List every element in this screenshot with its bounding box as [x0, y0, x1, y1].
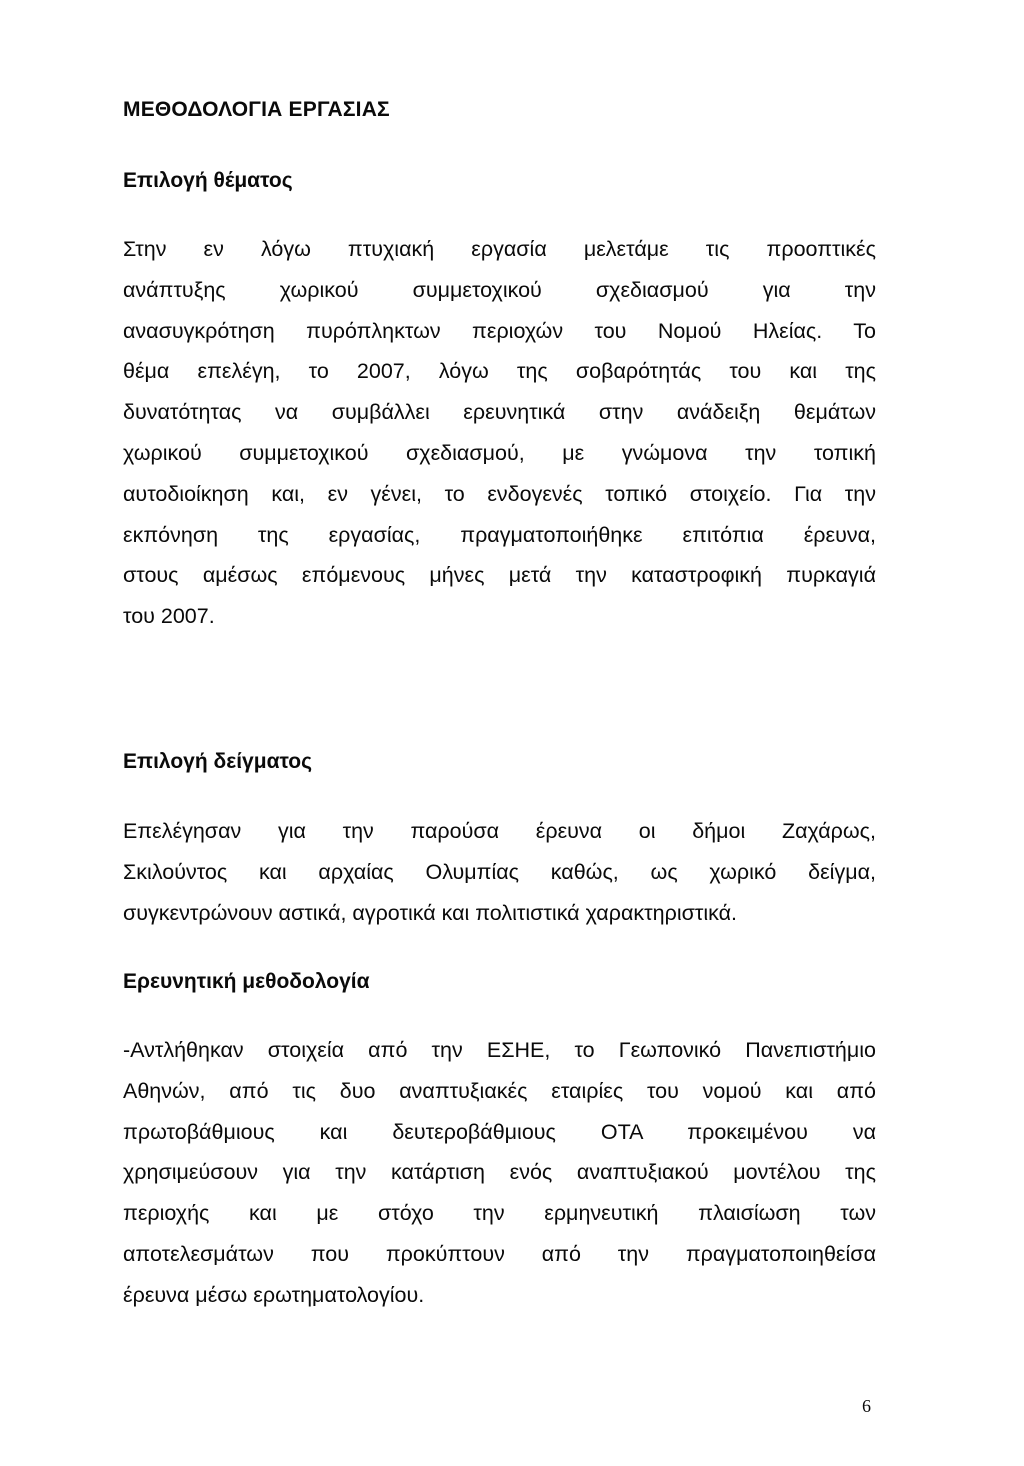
section-heading-sample-selection: Επιλογή δείγματος — [123, 750, 313, 773]
section-heading-topic-selection: Επιλογή θέματος — [123, 169, 293, 192]
paragraph-topic-selection — [123, 229, 876, 637]
paragraph-line: εκπόνηση της εργασίας, πραγματοποιήθηκε επιτόπια έρευνα, — [123, 522, 876, 547]
paragraph-line: Στην εν λόγω πτυχιακή εργασία μελετάμε τις προοπτικές — [123, 237, 876, 261]
paragraph-line: ανασυγκρότηση πυρόπληκτων περιοχών του Νομού Ηλείας. Το — [123, 318, 876, 343]
document-title: ΜΕΘΟΔΟΛΟΓΙΑ ΕΡΓΑΣΙΑΣ — [123, 98, 390, 121]
paragraph-line: πρωτοβάθμιους και δευτεροβάθμιους ΟΤΑ προκειμένου να — [123, 1119, 876, 1144]
paragraph-line: αυτοδιοίκηση και, εν γένει, το ενδογενές τοπικό στοιχείο. Για την — [123, 481, 876, 506]
paragraph-sample-selection — [123, 811, 876, 933]
paragraph-line: χρησιμεύσουν για την κατάρτιση ενός αναπτυξιακού μοντέλου της — [123, 1160, 876, 1185]
paragraph-line: Επελέγησαν για την παρούσα έρευνα οι δήμοι Ζαχάρως, — [123, 819, 876, 843]
paragraph-line: αποτελεσμάτων που προκύπτουν από την πραγματοποιηθείσα — [123, 1241, 876, 1266]
paragraph-line: συγκεντρώνουν αστικά, αγροτικά και πολιτιστικά χαρακτηριστικά. — [123, 900, 738, 925]
paragraph-line: ανάπτυξης χωρικού συμμετοχικού σχεδιασμού για την — [123, 277, 876, 302]
paragraph-research-methodology — [123, 1030, 876, 1316]
paragraph-line: δυνατότητας να συμβάλλει ερευνητικά στην ανάδειξη θεμάτων — [123, 400, 876, 425]
paragraph-line: περιοχής και με στόχο την ερμηνευτική πλαισίωση των — [123, 1201, 876, 1226]
paragraph-line: του 2007. — [123, 604, 215, 629]
paragraph-line: Αθηνών, από τις δυο αναπτυξιακές εταιρίες του νομού και από — [123, 1078, 876, 1103]
page-number: 6 — [862, 1396, 871, 1416]
paragraph-line: στους αμέσως επόμενους μήνες μετά την καταστροφική πυρκαγιά — [123, 563, 876, 588]
paragraph-line: -Αντλήθηκαν στοιχεία από την ΕΣΗΕ, το Γεωπονικό Πανεπιστήμιο — [123, 1038, 876, 1062]
paragraph-line: χωρικού συμμετοχικού σχεδιασμού, με γνώμονα την τοπική — [123, 440, 876, 465]
paragraph-line: θέμα επελέγη, το 2007, λόγω της σοβαρότητάς του και της — [123, 359, 876, 384]
section-heading-research-methodology: Ερευνητική μεθοδολογία — [123, 970, 370, 993]
paragraph-line: έρευνα μέσω ερωτηματολογίου. — [123, 1282, 425, 1307]
paragraph-line: Σκιλούντος και αρχαίας Ολυμπίας καθώς, ως χωρικό δείγμα, — [123, 859, 876, 884]
